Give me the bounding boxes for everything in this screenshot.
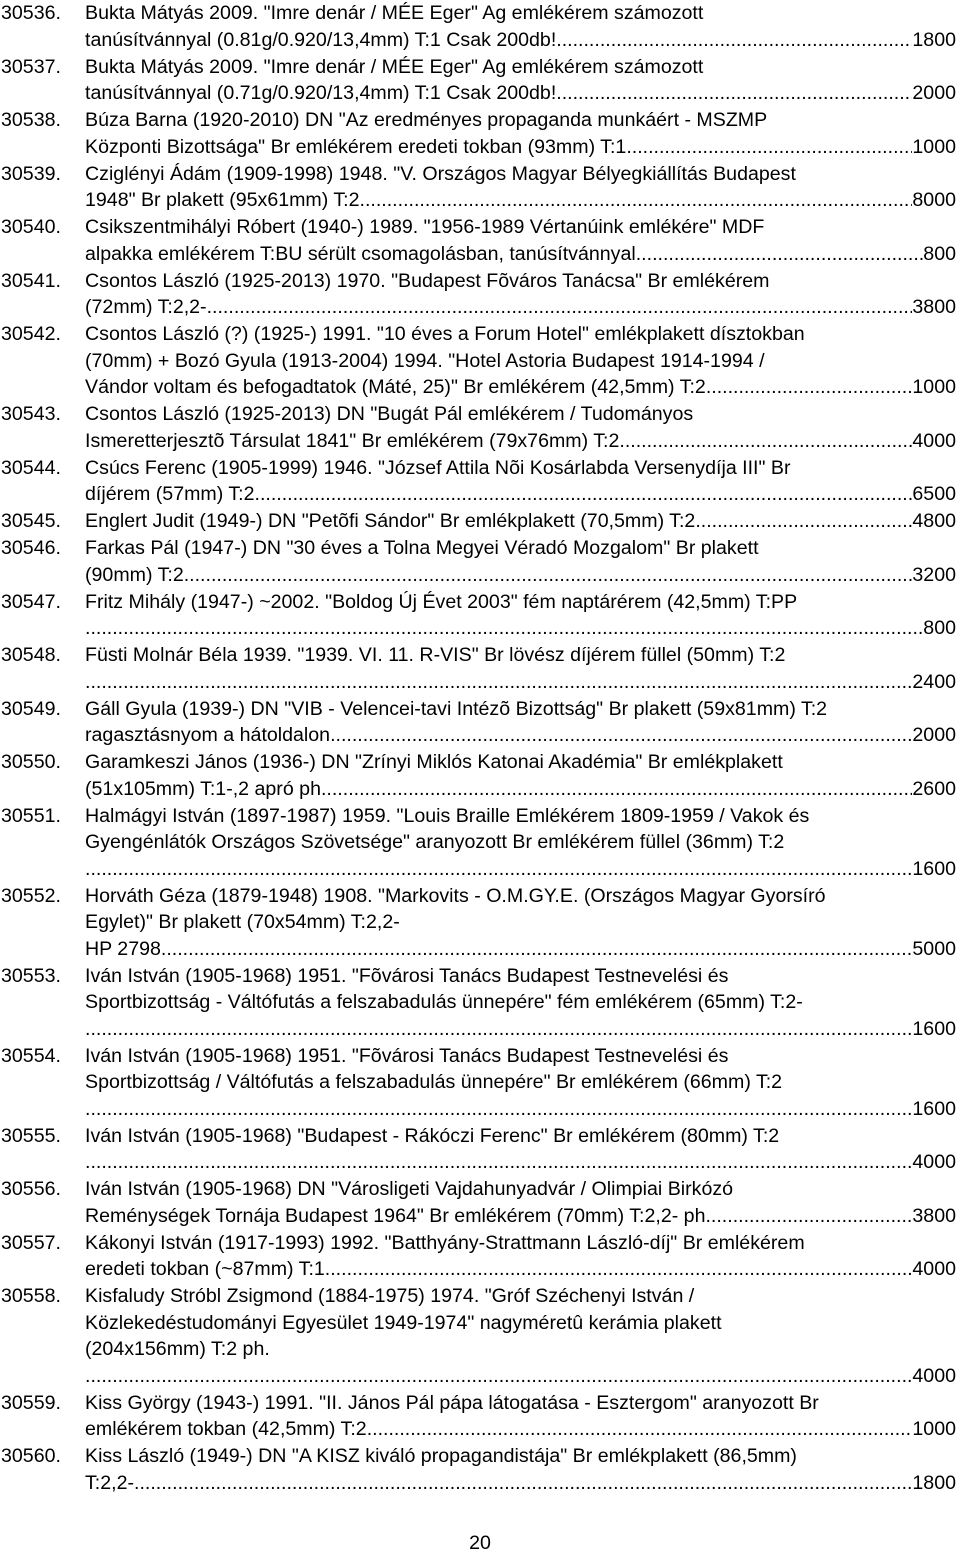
description-text: Gyengénlátók Országos Szövetsége" aranyozott Br emlékérem füllel (36mm) T:2 [85, 831, 785, 853]
catalog-entry [0, 1123, 960, 1176]
lot-number: 30546. [1, 537, 61, 559]
description-text: Sportbizottság / Váltófutás a felszabadulás ünnepére" Br emlékérem (66mm) T:2 [85, 1071, 783, 1093]
catalog-entry [0, 508, 960, 535]
description-text: Reménységek Tornája Budapest 1964" Br emlékérem (70mm) T:2,2- ph. [85, 1204, 711, 1227]
description-line [85, 54, 956, 81]
description-text: alpakka emlékérem T:BU sérült csomagolásban, tanúsítvánnyal [85, 242, 636, 265]
dot-leader [695, 508, 912, 535]
description-line [85, 883, 956, 910]
catalog-entry [0, 1443, 960, 1496]
description-text: Halmágyi István (1897-1987) 1959. "Louis Braille Emlékérem 1809-1959 / Vakok és [85, 804, 810, 827]
dot-leader [626, 134, 912, 161]
description-text: ragasztásnyom a hátoldalon [85, 724, 331, 746]
dot-leader [325, 1256, 913, 1283]
description-text: Fritz Mihály (1947-) ~2002. "Boldog Új Évet 2003" fém naptárérem (42,5mm) T:PP [85, 590, 798, 613]
dot-leader [207, 294, 913, 321]
lot-price: 3200 [912, 563, 956, 586]
dot-leader [255, 481, 913, 508]
description-line-last [85, 1203, 956, 1230]
dot-leader [85, 1096, 912, 1123]
description-line-last [85, 615, 956, 642]
description-text: HP 2798. [85, 937, 167, 960]
description-line-last [85, 562, 956, 589]
catalog-entry [0, 268, 960, 321]
description-line-last [85, 1416, 956, 1443]
description-text: Csúcs Ferenc (1905-1999) 1946. "József Attila Nõi Kosárlabda Versenydíja III" Br [85, 456, 791, 479]
lot-number: 30544. [1, 456, 61, 479]
catalog-entry [0, 803, 960, 883]
description-text: Iván István (1905-1968) "Budapest - Rákóczi Ferenc" Br emlékérem (80mm) T:2 [85, 1124, 780, 1147]
catalog-entry [0, 321, 960, 401]
description-text: Horváth Géza (1879-1948) 1908. "Markovits - O.M.GY.E. (Országos Magyar Gyorsíró [85, 884, 826, 907]
description-line [85, 1283, 956, 1310]
description-text: tanúsítvánnyal (0.81g/0.920/13,4mm) T:1 Csak 200db! [85, 28, 557, 51]
description-text: Füsti Molnár Béla 1939. "1939. VI. 11. R-VIS" Br lövész díjérem füllel (50mm) T:2 [85, 644, 786, 666]
dot-leader [330, 722, 912, 749]
lot-number: 30550. [1, 751, 61, 773]
description-text: Bukta Mátyás 2009. "Imre denár / MÉE Eger" Ag emlékérem számozott [85, 2, 704, 24]
description-line [85, 1336, 956, 1363]
description-text: (90mm) T:2 [85, 563, 184, 586]
catalog-entry [0, 214, 960, 267]
catalog-entry [0, 1230, 960, 1283]
description-line [85, 749, 956, 776]
description-line-last [85, 1470, 956, 1497]
description-text: T:2,2- [85, 1471, 135, 1494]
dot-leader [184, 562, 913, 589]
description-line [85, 455, 956, 482]
description-line [85, 348, 956, 375]
description-text: eredeti tokban (~87mm) T:1 [85, 1258, 325, 1280]
description-line [85, 161, 956, 188]
lot-number: 30555. [1, 1124, 61, 1147]
catalog-entry [0, 642, 960, 695]
description-line [85, 1069, 956, 1096]
catalog-entry [0, 1390, 960, 1443]
lot-number: 30543. [1, 403, 61, 425]
catalog-entry [0, 1043, 960, 1123]
description-text: díjérem (57mm) T:2 [85, 483, 255, 505]
lot-price: 1000 [912, 376, 956, 398]
lot-price: 5000 [912, 937, 956, 960]
lot-number: 30553. [1, 964, 61, 987]
description-text: Ismeretterjesztõ Társulat 1841" Br emlékérem (79x76mm) T:2 [85, 429, 620, 452]
description-text: Központi Bizottsága" Br emlékérem eredeti tokban (93mm) T:1 [85, 135, 627, 158]
description-text: Búza Barna (1920-2010) DN "Az eredményes propaganda munkáért - MSZMP [85, 109, 768, 131]
catalog-entry [0, 1176, 960, 1229]
dot-leader [619, 428, 912, 455]
description-line [85, 1230, 956, 1257]
lot-number: 30548. [1, 644, 61, 666]
description-text: (72mm) T:2,2- [85, 296, 207, 318]
dot-leader [85, 1363, 912, 1390]
catalog-entry [0, 589, 960, 642]
catalog-entry [0, 535, 960, 588]
dot-leader [134, 1470, 912, 1497]
dot-leader [326, 776, 912, 803]
description-line-last [85, 481, 956, 508]
lot-price: 4800 [912, 510, 956, 532]
lot-price: 2400 [912, 670, 956, 693]
dot-leader [85, 1016, 912, 1043]
lot-price: 800 [923, 617, 956, 639]
description-line-last [85, 428, 956, 455]
catalog-entry [0, 1283, 960, 1389]
lot-number: 30539. [1, 162, 61, 185]
description-line [85, 1390, 956, 1417]
lot-price: 2000 [912, 724, 956, 746]
description-line-last [85, 722, 956, 749]
description-line-last [85, 80, 956, 107]
lot-number: 30537. [1, 55, 61, 78]
description-line-last [85, 134, 956, 161]
dot-leader [85, 669, 912, 696]
description-text: Csikszentmihályi Róbert (1940-) 1989. "1956-1989 Vértanúink emlékére" MDF [85, 216, 765, 238]
description-text: Iván István (1905-1968) 1951. "Fõvárosi Tanács Budapest Testnevelési és [85, 964, 729, 987]
description-line-last [85, 374, 956, 401]
catalog-entry [0, 749, 960, 802]
dot-leader [166, 936, 912, 963]
dot-leader [556, 80, 912, 107]
description-line [85, 0, 956, 27]
description-line [85, 1043, 956, 1070]
description-text: Csontos László (1925-2013) DN "Bugát Pál emlékérem / Tudományos [85, 403, 694, 425]
lot-price: 1800 [912, 1471, 956, 1494]
catalog-entry [0, 161, 960, 214]
lot-price: 1600 [912, 1097, 956, 1120]
lot-number: 30558. [1, 1285, 61, 1307]
description-line-last [85, 294, 956, 321]
lot-price: 4000 [912, 1258, 956, 1280]
description-line [85, 214, 956, 241]
lot-price: 1000 [912, 1418, 956, 1440]
dot-leader [85, 1149, 912, 1176]
lot-number: 30554. [1, 1044, 61, 1067]
lot-number: 30540. [1, 216, 61, 238]
description-line [85, 535, 956, 562]
lot-number: 30556. [1, 1178, 61, 1200]
description-line [85, 803, 956, 830]
description-text: Közlekedéstudományi Egyesület 1949-1974" nagyméretû kerámia plakett [85, 1311, 722, 1334]
description-text: Gáll Gyula (1939-) DN "VIB - Velencei-tavi Intézõ Bizottság" Br plakett (59x81mm) T:2 [85, 697, 828, 720]
lot-number: 30560. [1, 1445, 61, 1467]
description-line-last [85, 1149, 956, 1176]
description-text: Englert Judit (1949-) DN "Petõfi Sándor" Br emlékplakett (70,5mm) T:2 [85, 510, 696, 532]
description-text: Csontos László (1925-2013) 1970. "Budapest Fõváros Tanácsa" Br emlékérem [85, 269, 770, 292]
description-text: Kiss György (1943-) 1991. "II. János Pál pápa látogatása - Esztergom" aranyozott Br [85, 1391, 819, 1414]
catalog-entry [0, 107, 960, 160]
dot-leader [706, 374, 913, 401]
dot-leader [367, 1416, 913, 1443]
description-line [85, 401, 956, 428]
dot-leader [556, 27, 912, 54]
lot-price: 2000 [912, 82, 956, 104]
description-text: Kiss László (1949-) DN "A KISZ kiváló propagandistája" Br emlékplakett (86,5mm) [85, 1445, 797, 1467]
description-line [85, 321, 956, 348]
lot-price: 800 [923, 242, 956, 265]
lot-price: 1600 [912, 857, 956, 880]
description-line-last [85, 241, 956, 268]
dot-leader [85, 615, 923, 642]
lot-number: 30536. [1, 2, 61, 24]
description-line-last [85, 1016, 956, 1043]
description-text: (70mm) + Bozó Gyula (1913-2004) 1994. "Hotel Astoria Budapest 1914-1994 / [85, 349, 765, 372]
lot-price: 1800 [912, 28, 956, 51]
description-text: Bukta Mátyás 2009. "Imre denár / MÉE Eger" Ag emlékérem számozott [85, 55, 704, 78]
description-line [85, 1310, 956, 1337]
lot-number: 30538. [1, 109, 61, 131]
catalog-entry [0, 455, 960, 508]
description-line-last [85, 936, 956, 963]
catalog-entry [0, 54, 960, 107]
catalog-entry [0, 963, 960, 1043]
lot-number: 30547. [1, 590, 61, 613]
description-text: Sportbizottság - Váltófutás a felszabadulás ünnepére" fém emlékérem (65mm) T:2- [85, 991, 803, 1013]
description-line [85, 589, 956, 616]
catalog-entry [0, 401, 960, 454]
description-text: Iván István (1905-1968) DN "Városligeti Vajdahunyadvár / Olimpiai Birkózó [85, 1178, 734, 1200]
description-text: Iván István (1905-1968) 1951. "Fõvárosi Tanács Budapest Testnevelési és [85, 1044, 729, 1067]
description-line [85, 989, 956, 1016]
lot-number: 30542. [1, 323, 61, 345]
catalog-entry [0, 883, 960, 963]
lot-number: 30549. [1, 697, 61, 720]
dot-leader [85, 856, 912, 883]
description-text: (204x156mm) T:2 ph. [85, 1338, 270, 1360]
lot-number: 30545. [1, 510, 61, 532]
description-line [85, 1443, 956, 1470]
dot-leader [360, 187, 913, 214]
page-number: 20 [469, 1532, 491, 1554]
description-line [85, 642, 956, 669]
lot-number: 30541. [1, 269, 61, 292]
description-line-last [85, 1363, 956, 1390]
description-line-last [85, 1096, 956, 1123]
description-text: Cziglényi Ádám (1909-1998) 1948. "V. Országos Magyar Bélyegkiállítás Budapest [85, 162, 796, 185]
description-text: Kákonyi István (1917-1993) 1992. "Batthyány-Strattmann László-díj" Br emlékérem [85, 1231, 805, 1254]
lot-number: 30552. [1, 884, 61, 907]
description-line [85, 107, 956, 134]
description-line [85, 1123, 956, 1150]
description-line-last [85, 27, 956, 54]
description-line [85, 268, 956, 295]
description-line [85, 696, 956, 723]
description-text: tanúsítvánnyal (0.71g/0.920/13,4mm) T:1 Csak 200db! [85, 82, 557, 104]
description-line [85, 909, 956, 936]
description-line-last [85, 669, 956, 696]
catalog-entry [0, 696, 960, 749]
lot-price: 4000 [912, 1151, 956, 1173]
lot-price: 6500 [912, 483, 956, 505]
catalog-entry [0, 0, 960, 53]
lot-price: 3800 [912, 1204, 956, 1227]
dot-leader [636, 241, 924, 268]
description-text: Kisfaludy Stróbl Zsigmond (1884-1975) 1974. "Gróf Széchenyi István / [85, 1285, 695, 1307]
description-line-last [85, 187, 956, 214]
lot-price: 1600 [912, 1017, 956, 1040]
lot-price: 1000 [912, 135, 956, 158]
lot-number: 30551. [1, 804, 61, 827]
lot-price: 4000 [912, 1364, 956, 1387]
lot-number: 30559. [1, 1391, 61, 1414]
description-line [85, 1176, 956, 1203]
description-line-last [85, 1256, 956, 1283]
description-text: 1948" Br plakett (95x61mm) T:2 [85, 189, 360, 211]
description-line-last [85, 856, 956, 883]
description-line-last [85, 508, 956, 535]
description-text: Farkas Pál (1947-) DN "30 éves a Tolna Megyei Véradó Mozgalom" Br plakett [85, 537, 759, 559]
description-line-last [85, 776, 956, 803]
lot-price: 2600 [912, 777, 956, 800]
description-text: Csontos László (?) (1925-) 1991. "10 éves a Forum Hotel" emlékplakett dísztokban [85, 323, 805, 345]
description-line [85, 963, 956, 990]
dot-leader [711, 1203, 912, 1230]
description-text: Egylet)" Br plakett (70x54mm) T:2,2- [85, 911, 400, 933]
description-text: (51x105mm) T:1-,2 apró ph. [85, 777, 327, 800]
lot-price: 3800 [912, 296, 956, 318]
description-text: Garamkeszi János (1936-) DN "Zrínyi Miklós Katonai Akadémia" Br emlékplakett [85, 751, 783, 773]
lot-price: 8000 [912, 189, 956, 211]
lot-price: 4000 [912, 429, 956, 452]
description-text: Vándor voltam és befogadtatok (Máté, 25)" Br emlékérem (42,5mm) T:2 [85, 376, 706, 398]
lot-number: 30557. [1, 1231, 61, 1254]
description-line [85, 829, 956, 856]
description-text: emlékérem tokban (42,5mm) T:2 [85, 1418, 367, 1440]
